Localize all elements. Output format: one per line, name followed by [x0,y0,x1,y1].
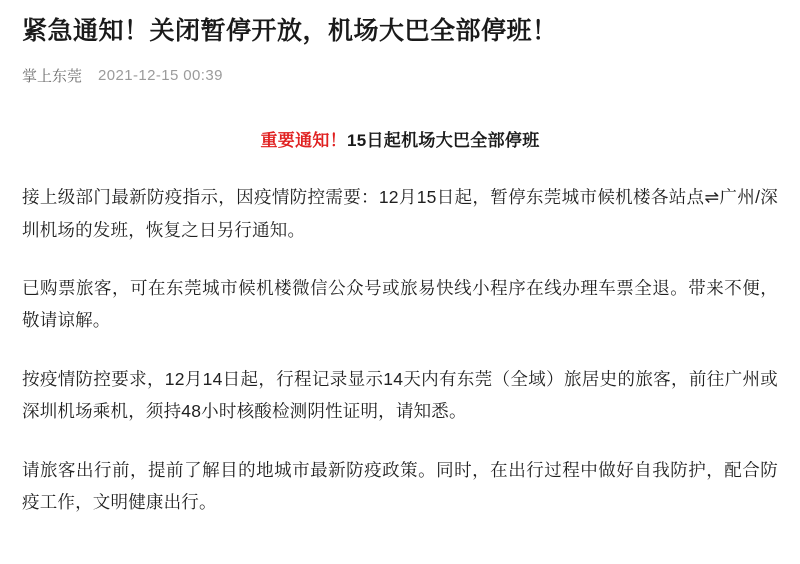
body-paragraph: 接上级部门最新防疫指示，因疫情防控需要：12月15日起，暂停东莞城市候机楼各站点⇌广州/深圳机场的发班，恢复之日另行通知。 [22,187,778,240]
article-date: 2021-12-15 00:39 [98,67,223,85]
body-paragraph: 请旅客出行前，提前了解目的地城市最新防疫政策。同时，在出行过程中做好自我防护，配合防疫工作，文明健康出行。 [22,459,778,512]
notice-heading-dark: 15日起机场大巴全部停班 [346,131,540,151]
page-title: 紧急通知！关闭暂停开放，机场大巴全部停班！ [22,17,558,45]
article-meta [22,65,778,86]
article-source: 掌上东莞 [22,68,83,86]
notice-heading [22,126,778,151]
article-page [0,16,800,564]
notice-heading-red: 重要通知！ [260,131,347,151]
body-paragraph: 按疫情防控要求，12月14日起，行程记录显示14天内有东莞（全域）旅居史的旅客，前往广州或深圳机场乘机，须持48小时核酸检测阴性证明，请知悉。 [22,368,778,422]
body-paragraph: 已购票旅客，可在东莞城市候机楼微信公众号或旅易快线小程序在线办理车票全退。带来不便，敬请谅解。 [22,278,778,331]
